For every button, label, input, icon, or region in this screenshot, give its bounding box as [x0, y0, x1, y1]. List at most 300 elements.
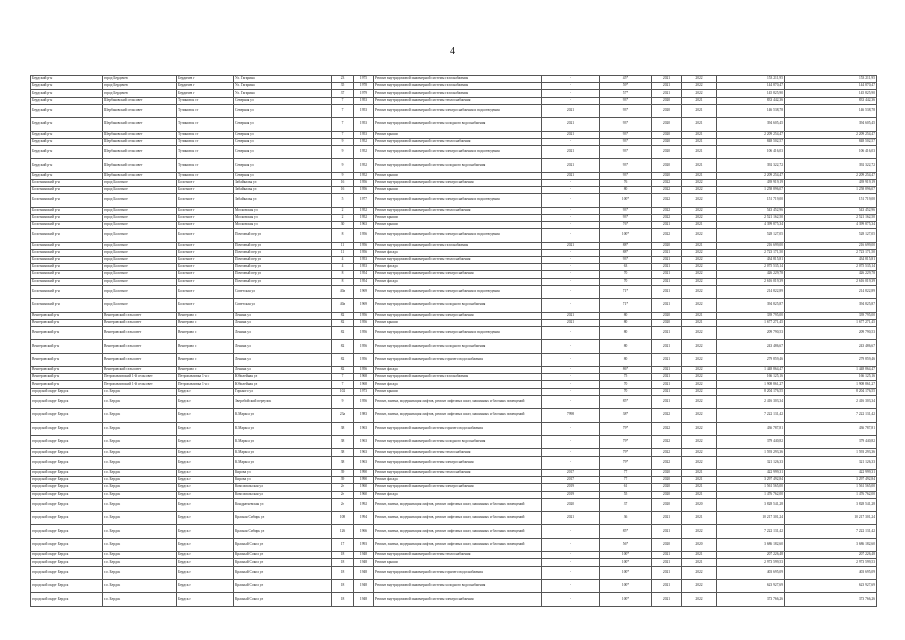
- wear-percent-cell: 100*: [600, 552, 652, 559]
- total-cost-cell: 3 297 492,84: [785, 477, 877, 484]
- table-row: [31, 179, 877, 186]
- table-row: [31, 498, 877, 511]
- table-row: [31, 319, 877, 326]
- cost-cell: 1 476 762,00: [717, 491, 785, 498]
- table-row: [31, 456, 877, 469]
- work-type-cell: Ремонт, замена, модернизация лифтов, ремонт лифтовых шахт, машинных и блочных помещений: [374, 498, 542, 511]
- prior-year-cell: -: [542, 538, 600, 551]
- start-year-cell: 2021: [652, 90, 682, 97]
- build-year-cell: 1966: [354, 525, 374, 538]
- work-type-cell: Ремонт фасада: [374, 367, 542, 374]
- table-row: [31, 145, 877, 158]
- wear-percent-cell: 55: [600, 491, 652, 498]
- prior-year-cell: 2021: [542, 319, 600, 326]
- prior-year-cell: 2021: [542, 131, 600, 138]
- build-year-cell: 1954: [354, 271, 374, 278]
- district-cell: городской округ Бердск: [31, 409, 103, 422]
- house-number-cell: 8: [332, 278, 354, 285]
- house-number-cell: 108: [332, 512, 354, 525]
- cost-cell: 2 616 019,39: [717, 278, 785, 285]
- table-row: [31, 340, 877, 353]
- house-number-cell: 18: [332, 580, 354, 593]
- start-year-cell: 2022: [652, 214, 682, 221]
- end-year-cell: 2021: [682, 484, 717, 491]
- municipality-cell: г.о. Бердск: [103, 491, 177, 498]
- end-year-cell: 2022: [682, 525, 717, 538]
- municipality-cell: Венгеровский сельсовет: [103, 326, 177, 339]
- end-year-cell: 2020: [682, 498, 717, 511]
- prior-year-cell: -: [542, 179, 600, 186]
- cost-cell: 3 686 182,60: [717, 538, 785, 551]
- end-year-cell: 2022: [682, 264, 717, 271]
- end-year-cell: 2021: [682, 172, 717, 179]
- start-year-cell: 2021: [652, 381, 682, 388]
- cost-cell: 434 815,81: [717, 256, 785, 263]
- wear-percent-cell: 45*: [600, 76, 652, 83]
- prior-year-cell: -: [542, 138, 600, 145]
- prior-year-cell: 2019: [542, 491, 600, 498]
- end-year-cell: 2022: [682, 299, 717, 312]
- wear-percent-cell: 70: [600, 271, 652, 278]
- total-cost-cell: 2 723 171,50: [785, 249, 877, 256]
- total-cost-cell: 426 229,78: [785, 271, 877, 278]
- cost-cell: 151 719,00: [717, 194, 785, 207]
- wear-percent-cell: 79*: [600, 456, 652, 469]
- settlement-cell: Бердск г: [177, 498, 234, 511]
- street-cell: Красная Сибирь ул: [234, 512, 332, 525]
- prior-year-cell: -: [542, 580, 600, 593]
- start-year-cell: 2020: [652, 319, 682, 326]
- start-year-cell: 2021: [652, 580, 682, 593]
- work-type-cell: Ремонт крыши: [374, 172, 542, 179]
- prior-year-cell: -: [542, 449, 600, 456]
- work-type-cell: Ремонт внутридомовой инженерной системы теплоснабжения: [374, 552, 542, 559]
- end-year-cell: 2021: [682, 469, 717, 476]
- municipality-cell: г.о. Бердск: [103, 580, 177, 593]
- table-row: [31, 138, 877, 145]
- district-cell: городской округ Бердск: [31, 469, 103, 476]
- table-row: [31, 484, 877, 491]
- table-row: [31, 580, 877, 593]
- end-year-cell: 2021: [682, 242, 717, 249]
- wear-percent-cell: 71*: [600, 299, 652, 312]
- settlement-cell: Бердск г: [177, 552, 234, 559]
- build-year-cell: 1968: [354, 374, 374, 381]
- start-year-cell: 2021: [652, 76, 682, 83]
- street-cell: К.Маркса ул: [234, 435, 332, 448]
- end-year-cell: 2021: [682, 104, 717, 117]
- work-type-cell: Ремонт крыши: [374, 131, 542, 138]
- district-cell: Болотнинский р-н: [31, 278, 103, 285]
- house-number-cell: 37: [332, 90, 354, 97]
- settlement-cell: Бердск г: [177, 388, 234, 395]
- wear-percent-cell: 93*: [600, 207, 652, 214]
- municipality-cell: г.о. Бердск: [103, 456, 177, 469]
- prior-year-cell: 2021: [542, 145, 600, 158]
- build-year-cell: 1953: [354, 104, 374, 117]
- total-cost-cell: 209 790,53: [785, 326, 877, 339]
- street-cell: Кирова ул: [234, 469, 332, 476]
- street-cell: Красный Сокол ул: [234, 559, 332, 566]
- wear-percent-cell: 93*: [600, 104, 652, 117]
- end-year-cell: 2021: [682, 491, 717, 498]
- settlement-cell: Венгерово с: [177, 326, 234, 339]
- start-year-cell: 2020: [652, 159, 682, 172]
- cost-cell: 373 766,26: [717, 593, 785, 606]
- house-number-cell: 4: [332, 256, 354, 263]
- wear-percent-cell: 93*: [600, 159, 652, 172]
- street-cell: Северная ул: [234, 172, 332, 179]
- wear-percent-cell: 80: [600, 319, 652, 326]
- street-cell: Ленина ул: [234, 340, 332, 353]
- cost-cell: 166 125,16: [717, 374, 785, 381]
- district-cell: Болотнинский р-н: [31, 249, 103, 256]
- house-number-cell: 82: [332, 326, 354, 339]
- municipality-cell: город Болотное: [103, 249, 177, 256]
- end-year-cell: 2022: [682, 207, 717, 214]
- settlement-cell: Тучиновск ст: [177, 159, 234, 172]
- wear-percent-cell: 85*: [600, 525, 652, 538]
- street-cell: Северная ул: [234, 138, 332, 145]
- street-cell: Северная ул: [234, 131, 332, 138]
- municipality-cell: Венгеровский сельсовет: [103, 340, 177, 353]
- build-year-cell: 1956: [354, 395, 374, 408]
- house-number-cell: 40а: [332, 285, 354, 298]
- district-cell: городской округ Бердск: [31, 512, 103, 525]
- build-year-cell: 1953: [354, 264, 374, 271]
- start-year-cell: 2021: [652, 299, 682, 312]
- house-number-cell: 39: [332, 477, 354, 484]
- house-number-cell: 7: [332, 381, 354, 388]
- start-year-cell: 2022: [652, 194, 682, 207]
- prior-year-cell: -: [542, 264, 600, 271]
- street-cell: Юбилейная ул: [234, 381, 332, 388]
- settlement-cell: Бердск г: [177, 477, 234, 484]
- district-cell: Бердский р-н: [31, 104, 103, 117]
- settlement-cell: Бердск г: [177, 525, 234, 538]
- total-cost-cell: 543 452,96: [785, 207, 877, 214]
- start-year-cell: 2020: [652, 312, 682, 319]
- total-cost-cell: 833 442,36: [785, 97, 877, 104]
- settlement-cell: Бердск г: [177, 469, 234, 476]
- start-year-cell: 2021: [652, 512, 682, 525]
- wear-percent-cell: 37: [600, 498, 652, 511]
- district-cell: Венгеровский р-н: [31, 340, 103, 353]
- cost-cell: 379 440,82: [717, 435, 785, 448]
- prior-year-cell: -: [542, 552, 600, 559]
- district-cell: городской округ Бердск: [31, 449, 103, 456]
- work-type-cell: Ремонт, замена, модернизация лифтов, ремонт лифтовых шахт, машинных и блочных помещений: [374, 538, 542, 551]
- total-cost-cell: 146 538,78: [785, 104, 877, 117]
- build-year-cell: 1979: [354, 90, 374, 97]
- end-year-cell: 2022: [682, 326, 717, 339]
- house-number-cell: 82: [332, 340, 354, 353]
- municipality-cell: город Болотное: [103, 285, 177, 298]
- settlement-cell: Бердск г: [177, 409, 234, 422]
- cost-cell: 623 927,69: [717, 580, 785, 593]
- settlement-cell: Тучиновск ст: [177, 104, 234, 117]
- repair-register-table: [30, 75, 877, 607]
- prior-year-cell: 2021: [542, 242, 600, 249]
- prior-year-cell: -: [542, 194, 600, 207]
- district-cell: городской округ Бердск: [31, 559, 103, 566]
- start-year-cell: 2021: [652, 552, 682, 559]
- build-year-cell: 1953: [354, 97, 374, 104]
- settlement-cell: Болотное г: [177, 285, 234, 298]
- wear-percent-cell: 75: [600, 374, 652, 381]
- cost-cell: 2 723 171,50: [717, 249, 785, 256]
- build-year-cell: 1977: [354, 194, 374, 207]
- municipality-cell: Шербаковский сельсовет: [103, 118, 177, 131]
- cost-cell: 7 222 131,42: [717, 409, 785, 422]
- district-cell: городской округ Бердск: [31, 477, 103, 484]
- prior-year-cell: -: [542, 187, 600, 194]
- prior-year-cell: -: [542, 388, 600, 395]
- build-year-cell: 1956: [354, 229, 374, 242]
- work-type-cell: Ремонт фасада: [374, 477, 542, 484]
- cost-cell: 833 442,36: [717, 97, 785, 104]
- total-cost-cell: 848 502,57: [785, 138, 877, 145]
- prior-year-cell: -: [542, 271, 600, 278]
- house-number-cell: 2г: [332, 498, 354, 511]
- municipality-cell: г.о. Бердск: [103, 559, 177, 566]
- settlement-cell: Бердск г: [177, 449, 234, 456]
- cost-cell: 1 448 864,47: [717, 367, 785, 374]
- work-type-cell: Ремонт внутридомовой инженерной системы газоснабжения: [374, 374, 542, 381]
- settlement-cell: Болотное г: [177, 229, 234, 242]
- start-year-cell: 2022: [652, 449, 682, 456]
- municipality-cell: г.о. Бердск: [103, 388, 177, 395]
- district-cell: Венгеровский р-н: [31, 319, 103, 326]
- work-type-cell: Ремонт внутридомовой инженерной системы газоснабжения: [374, 242, 542, 249]
- build-year-cell: 1952: [354, 159, 374, 172]
- end-year-cell: 2022: [682, 83, 717, 90]
- settlement-cell: Болотное г: [177, 256, 234, 263]
- table-row: [31, 525, 877, 538]
- wear-percent-cell: 61: [600, 484, 652, 491]
- prior-year-cell: -: [542, 249, 600, 256]
- prior-year-cell: -: [542, 278, 600, 285]
- end-year-cell: 2022: [682, 395, 717, 408]
- end-year-cell: 2022: [682, 388, 717, 395]
- cost-cell: 339 795,00: [717, 312, 785, 319]
- start-year-cell: 2021: [652, 83, 682, 90]
- build-year-cell: 1948: [354, 552, 374, 559]
- prior-year-cell: -: [542, 83, 600, 90]
- municipality-cell: Шербаковский сельсовет: [103, 104, 177, 117]
- work-type-cell: Ремонт крыши: [374, 388, 542, 395]
- prior-year-cell: -: [542, 222, 600, 229]
- street-cell: Московская ул: [234, 214, 332, 221]
- table-row: [31, 552, 877, 559]
- house-number-cell: 18: [332, 593, 354, 606]
- total-cost-cell: 436 787,81: [785, 422, 877, 435]
- table-row: [31, 422, 877, 435]
- work-type-cell: Ремонт внутридомовой инженерной системы газоснабжения: [374, 83, 542, 90]
- start-year-cell: 2021: [652, 271, 682, 278]
- street-cell: Почтовый пер ул: [234, 264, 332, 271]
- house-number-cell: 126: [332, 525, 354, 538]
- table-body: [31, 76, 877, 607]
- house-number-cell: 16: [332, 187, 354, 194]
- start-year-cell: 2020: [652, 145, 682, 158]
- table-row: [31, 214, 877, 221]
- district-cell: Болотнинский р-н: [31, 214, 103, 221]
- house-number-cell: 35: [332, 83, 354, 90]
- end-year-cell: 2021: [682, 559, 717, 566]
- settlement-cell: Бердск г: [177, 422, 234, 435]
- house-number-cell: 38: [332, 435, 354, 448]
- house-number-cell: 38: [332, 422, 354, 435]
- work-type-cell: Ремонт внутридомовой инженерной системы горячего водоснабжения: [374, 422, 542, 435]
- cost-cell: 422 999,31: [717, 469, 785, 476]
- table-row: [31, 388, 877, 395]
- prior-year-cell: -: [542, 256, 600, 263]
- table-row: [31, 538, 877, 551]
- end-year-cell: 2022: [682, 353, 717, 366]
- district-cell: Бердский р-н: [31, 90, 103, 97]
- district-cell: городской округ Бердск: [31, 388, 103, 395]
- settlement-cell: Тучиновск ст: [177, 131, 234, 138]
- wear-percent-cell: 100*: [600, 566, 652, 579]
- end-year-cell: 2022: [682, 374, 717, 381]
- street-cell: К.Маркса ул: [234, 456, 332, 469]
- settlement-cell: Болотное г: [177, 187, 234, 194]
- prior-year-cell: 2021: [542, 159, 600, 172]
- end-year-cell: 2022: [682, 422, 717, 435]
- build-year-cell: 1952: [354, 145, 374, 158]
- district-cell: Болотнинский р-н: [31, 194, 103, 207]
- district-cell: Венгеровский р-н: [31, 312, 103, 319]
- total-cost-cell: 207 226,48: [785, 552, 877, 559]
- house-number-cell: 4: [332, 264, 354, 271]
- prior-year-cell: 2017: [542, 477, 600, 484]
- build-year-cell: 1952: [354, 172, 374, 179]
- street-cell: Забайкалья ул: [234, 179, 332, 186]
- start-year-cell: 2020: [652, 498, 682, 511]
- settlement-cell: Болотное г: [177, 207, 234, 214]
- build-year-cell: 1963: [354, 449, 374, 456]
- municipality-cell: г.о. Бердск: [103, 449, 177, 456]
- end-year-cell: 2021: [682, 319, 717, 326]
- build-year-cell: 1953: [354, 256, 374, 263]
- cost-cell: 2 209 254,47: [717, 172, 785, 179]
- work-type-cell: Ремонт внутридомовой инженерной системы электроснабжения: [374, 593, 542, 606]
- total-cost-cell: 434 815,81: [785, 256, 877, 263]
- end-year-cell: 2022: [682, 214, 717, 221]
- prior-year-cell: -: [542, 285, 600, 298]
- total-cost-cell: 623 927,69: [785, 580, 877, 593]
- start-year-cell: 2022: [652, 179, 682, 186]
- wear-percent-cell: 79*: [600, 435, 652, 448]
- wear-percent-cell: 79*: [600, 449, 652, 456]
- settlement-cell: Бердск г: [177, 491, 234, 498]
- work-type-cell: Ремонт внутридомовой инженерной системы горячего водоснабжения: [374, 566, 542, 579]
- table-row: [31, 104, 877, 117]
- total-cost-cell: 1 476 762,00: [785, 491, 877, 498]
- street-cell: Ленина ул: [234, 326, 332, 339]
- build-year-cell: 1983: [354, 409, 374, 422]
- table-row: [31, 242, 877, 249]
- wear-percent-cell: 70: [600, 278, 652, 285]
- district-cell: городской округ Бердск: [31, 538, 103, 551]
- prior-year-cell: -: [542, 97, 600, 104]
- street-cell: Ленина ул: [234, 367, 332, 374]
- table-row: [31, 469, 877, 476]
- work-type-cell: Ремонт внутридомовой инженерной системы электроснабжения: [374, 179, 542, 186]
- total-cost-cell: 214 822,89: [785, 285, 877, 298]
- end-year-cell: 2022: [682, 229, 717, 242]
- wear-percent-cell: 100*: [600, 229, 652, 242]
- work-type-cell: Ремонт внутридомовой инженерной системы холодного водоснабжения: [374, 580, 542, 593]
- municipality-cell: город Болотное: [103, 242, 177, 249]
- house-number-cell: 82: [332, 367, 354, 374]
- table-row: [31, 271, 877, 278]
- cost-cell: 279 859,46: [717, 353, 785, 366]
- start-year-cell: 2022: [652, 422, 682, 435]
- build-year-cell: 1956: [354, 319, 374, 326]
- district-cell: Болотнинский р-н: [31, 256, 103, 263]
- district-cell: Бердский р-н: [31, 76, 103, 83]
- house-number-cell: 8: [332, 271, 354, 278]
- table-row: [31, 566, 877, 579]
- wear-percent-cell: 88*: [600, 249, 652, 256]
- table-row: [31, 299, 877, 312]
- wear-percent-cell: 93*: [600, 138, 652, 145]
- work-type-cell: Ремонт внутридомовой инженерной системы теплоснабжения: [374, 256, 542, 263]
- district-cell: городской округ Бердск: [31, 456, 103, 469]
- build-year-cell: 1956: [354, 187, 374, 194]
- district-cell: Бердский р-н: [31, 83, 103, 90]
- municipality-cell: Шербаковский сельсовет: [103, 131, 177, 138]
- end-year-cell: 2021: [682, 552, 717, 559]
- prior-year-cell: -: [542, 456, 600, 469]
- district-cell: Бердский р-н: [31, 131, 103, 138]
- settlement-cell: Бердск г: [177, 559, 234, 566]
- build-year-cell: 1963: [354, 456, 374, 469]
- end-year-cell: 2022: [682, 593, 717, 606]
- end-year-cell: 2021: [682, 512, 717, 525]
- municipality-cell: город Бердичев: [103, 83, 177, 90]
- street-cell: Почтовый пер ул: [234, 271, 332, 278]
- total-cost-cell: 1 561 565,00: [785, 484, 877, 491]
- total-cost-cell: 4 399 875,34: [785, 222, 877, 229]
- table-row: [31, 395, 877, 408]
- municipality-cell: город Болотное: [103, 278, 177, 285]
- prior-year-cell: -: [542, 566, 600, 579]
- wear-percent-cell: 70: [600, 388, 652, 395]
- end-year-cell: 2021: [682, 118, 717, 131]
- end-year-cell: 2022: [682, 580, 717, 593]
- total-cost-cell: 2 209 254,47: [785, 131, 877, 138]
- total-cost-cell: 379 440,82: [785, 435, 877, 448]
- table-row: [31, 449, 877, 456]
- end-year-cell: 2022: [682, 249, 717, 256]
- table-row: [31, 118, 877, 131]
- settlement-cell: Тучиновск ст: [177, 118, 234, 131]
- work-type-cell: Ремонт внутридомовой инженерной системы теплоснабжения: [374, 138, 542, 145]
- total-cost-cell: 373 766,26: [785, 593, 877, 606]
- wear-percent-cell: 38*: [600, 409, 652, 422]
- total-cost-cell: 403 695,09: [785, 566, 877, 579]
- start-year-cell: 2022: [652, 229, 682, 242]
- total-cost-cell: 2 616 019,39: [785, 278, 877, 285]
- build-year-cell: 1956: [354, 249, 374, 256]
- total-cost-cell: 145 825,90: [785, 90, 877, 97]
- settlement-cell: Болотное г: [177, 194, 234, 207]
- cost-cell: 528 127,05: [717, 229, 785, 242]
- settlement-cell: Венгерово с: [177, 353, 234, 366]
